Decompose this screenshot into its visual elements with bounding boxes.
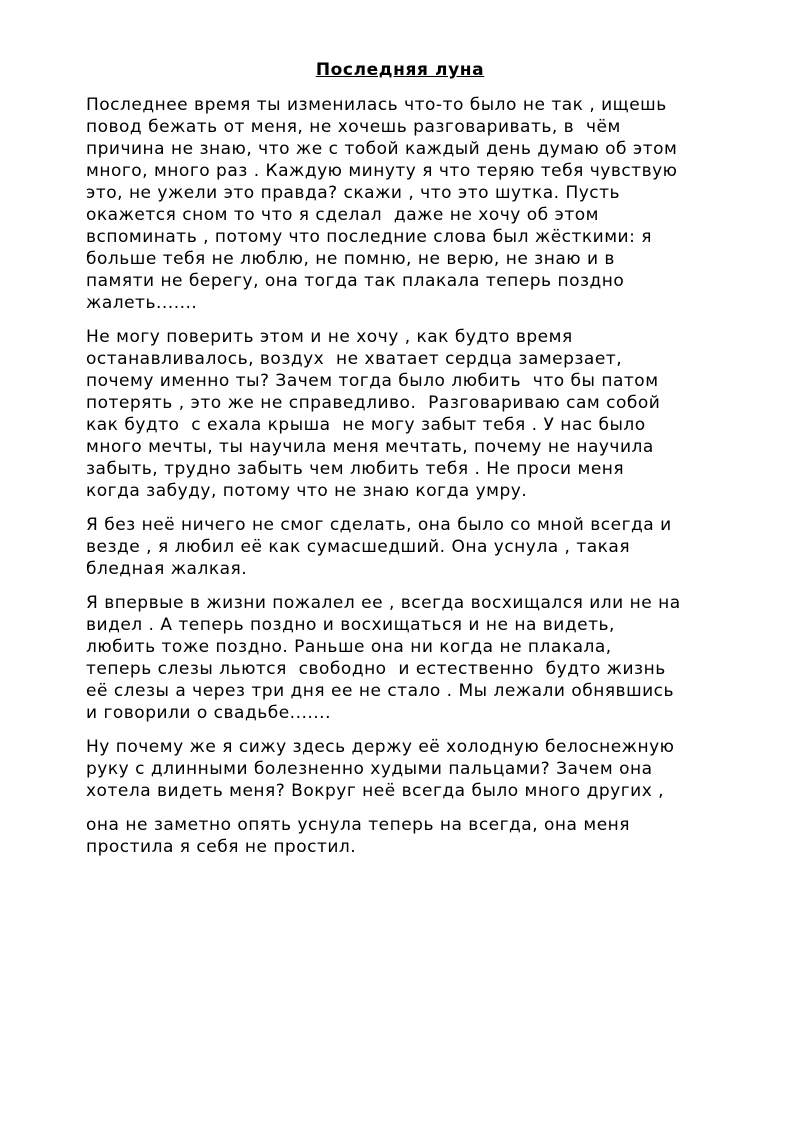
- paragraph: [86, 814, 766, 858]
- text-line: жалеть.......: [86, 293, 198, 313]
- text-line: теперь слезы льются свободно и естественно будто жизнь: [86, 659, 666, 679]
- text-line: её слезы а через три дня ее не стало . Мы лежали обнявшись: [86, 681, 675, 701]
- text-line: памяти не берегу, она тогда так плакала теперь поздно: [86, 271, 625, 291]
- paragraph: [86, 326, 766, 502]
- text-line: много мечты, ты научила меня мечтать, почему не научила: [86, 437, 654, 457]
- text-line: Последнее время ты изменилась что-то было не так , ищешь: [86, 95, 667, 115]
- text-line: останавливалось, воздух не хватает сердца замерзает,: [86, 349, 623, 369]
- text-line: и говорили о свадьбе.......: [86, 703, 331, 723]
- text-line: хотела видеть меня? Вокруг неё всегда было много других ,: [86, 781, 665, 801]
- text-line: простила я себя не простил.: [86, 837, 357, 857]
- text-line: любить тоже поздно. Раньше она ни когда не плакала,: [86, 637, 612, 657]
- paragraph: [86, 94, 766, 314]
- text-line: руку с длинными болезненно худыми пальцами? Зачем она: [86, 759, 653, 779]
- text-line: окажется сном то что я сделал даже не хочу об этом: [86, 205, 599, 225]
- text-line: Я впервые в жизни пожалел ее , всегда восхищался или не на: [86, 593, 681, 613]
- text-line: везде , я любил её как сумасшедший. Она уснула , такая: [86, 537, 631, 557]
- text-line: как будто с ехала крыша не могу забыт тебя . У нас было: [86, 415, 646, 435]
- paragraph: [86, 736, 766, 802]
- text-line: вспоминать , потому что последние слова был жёсткими: я: [86, 227, 652, 247]
- text-line: почему именно ты? Зачем тогда было любить что бы патом: [86, 371, 659, 391]
- paragraph: [86, 592, 766, 724]
- text-line: бледная жалкая.: [86, 559, 248, 579]
- text-line: повод бежать от меня, не хочешь разговаривать, в чём: [86, 117, 621, 137]
- text-line: больше тебя не люблю, не помню, не верю, не знаю и в: [86, 249, 615, 269]
- text-line: причина не знаю, что же с тобой каждый день думаю об этом: [86, 139, 678, 159]
- text-line: Не могу поверить этом и не хочу , как будто время: [86, 327, 573, 347]
- text-line: потерять , это же не справедливо. Разговариваю сам собой: [86, 393, 661, 413]
- text-line: забыть, трудно забыть чем любить тебя . Не проси меня: [86, 459, 625, 479]
- document-title: Последняя луна: [315, 60, 485, 80]
- document-body: [86, 94, 766, 870]
- text-line: она не заметно опять уснула теперь на всегда, она меня: [86, 815, 630, 835]
- text-line: Ну почему же я сижу здесь держу её холодную белоснежную: [86, 737, 675, 757]
- paragraph: [86, 514, 766, 580]
- text-line: это, не ужели это правда? скажи , что это шутка. Пусть: [86, 183, 621, 203]
- text-line: много, много раз . Каждую минуту я что теряю тебя чувствую: [86, 161, 678, 181]
- text-line: видел . А теперь поздно и восхищаться и не на видеть,: [86, 615, 615, 635]
- text-line: Я без неё ничего не смог сделать, она было со мной всегда и: [86, 515, 672, 535]
- text-line: когда забуду, потому что не знаю когда умру.: [86, 481, 528, 501]
